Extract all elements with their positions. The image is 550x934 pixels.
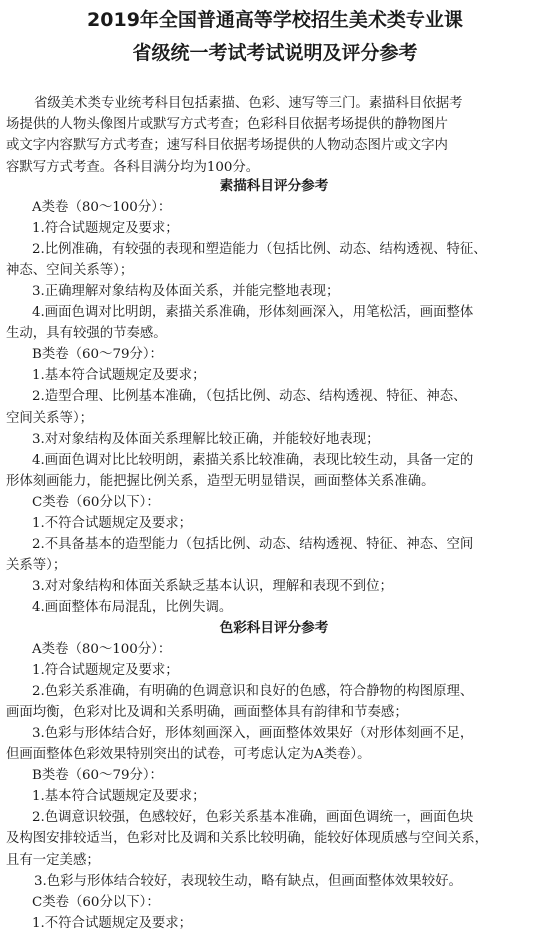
document-title-line-2: 省级统一考试考试说明及评分参考	[132, 42, 418, 64]
criterion-item: 1.基本符合试题规定及要求；	[32, 789, 206, 805]
criterion-continuation: 但画面整体色彩效果特别突出的试卷，可考虑认定为A类卷）。	[6, 747, 371, 763]
grade-label: C类卷（60分以下）：	[32, 494, 160, 510]
criterion-item: 3.色彩与形体结合较好，表现较生动，略有缺点，但画面整体效果较好。	[34, 873, 462, 889]
grade-label: A类卷（80～100分）：	[32, 642, 172, 658]
criterion-item: 4.画面整体布局混乱，比例失调。	[32, 599, 233, 615]
grade-label: B类卷（60～79分）：	[32, 347, 163, 363]
criterion-continuation: 神态、空间关系等）；	[6, 263, 134, 279]
grade-label: B类卷（60～79分）：	[32, 768, 163, 784]
section-heading: 色彩科目评分参考	[219, 619, 329, 636]
intro-line: 省级美术类专业统考科目包括素描、色彩、速写等三门。素描科目依据考	[34, 96, 463, 111]
intro-line: 容默写方式考查。各科目满分均为100分。	[6, 159, 260, 175]
criterion-item: 1.不符合试题规定及要求；	[32, 515, 193, 531]
criterion-item: 2.色彩关系准确，有明确的色调意识和良好的色感，符合静物的构图原理、	[32, 684, 474, 700]
criterion-item: 2.色调意识较强，色感较好，色彩关系基本准确，画面色调统一，画面色块	[32, 810, 474, 826]
criterion-item: 4.画面色调对比比较明朗，素描关系比较准确，表现比较生动，具备一定的	[32, 452, 474, 468]
grade-label: C类卷（60分以下）：	[32, 894, 160, 910]
scoring-content	[6, 176, 542, 934]
criterion-continuation: 生动，具有较强的节奏感。	[6, 326, 167, 342]
criterion-item: 3.对对象结构及体面关系理解比较正确，并能较好地表现；	[32, 431, 380, 447]
intro-line: 场提供的人物头像图片或默写方式考查；色彩科目依据考场提供的静物图片	[6, 117, 448, 133]
criterion-continuation: 关系等）；	[6, 557, 67, 573]
criterion-item: 4.画面色调对比明朗，素描关系准确，形体刻画深入，用笔松活，画面整体	[32, 305, 474, 321]
criterion-continuation: 空间关系等）；	[6, 410, 94, 426]
criterion-item: 3.对对象结构和体面关系缺乏基本认识，理解和表现不到位；	[32, 578, 393, 594]
intro-paragraph	[6, 93, 542, 178]
criterion-item: 3.正确理解对象结构及体面关系，并能完整地表现；	[32, 284, 340, 300]
criterion-continuation: 且有一定美感；	[6, 852, 100, 868]
section-heading: 素描科目评分参考	[219, 178, 329, 194]
criterion-item: 1.基本符合试题规定及要求；	[32, 368, 206, 384]
criterion-continuation: 画面均衡，色彩对比及调和关系明确，画面整体具有韵律和节奏感；	[6, 705, 408, 721]
intro-line: 或文字内容默写方式考查；速写科目依据考场提供的人物动态图片或文字内	[6, 138, 448, 154]
criterion-item: 1.符合试题规定及要求；	[32, 221, 179, 237]
criterion-item: 2.造型合理、比例基本准确，（包括比例、动态、结构透视、特征、神态、	[32, 389, 467, 405]
criterion-continuation: 及构图安排较适当，色彩对比及调和关系比较明确，能较好体现质感与空间关系，	[6, 831, 489, 847]
criterion-continuation: 形体刻画能力，能把握比例关系，造型无明显错误，画面整体关系准确。	[6, 473, 435, 489]
criterion-item: 2.不具备基本的造型能力（包括比例、动态、结构透视、特征、神态、空间	[32, 536, 474, 552]
criterion-item: 3.色彩与形体结合好，形体刻画深入，画面整体效果好（对形体刻画不足，	[32, 726, 474, 742]
criterion-item: 2.比例准确，有较强的表现和塑造能力（包括比例、动态、结构透视、特征、	[32, 242, 487, 258]
criterion-item: 1.符合试题规定及要求；	[32, 663, 179, 679]
document-title-line-1: 2019年全国普通高等学校招生美术类专业课	[87, 9, 463, 31]
grade-label: A类卷（80～100分）：	[32, 200, 172, 216]
criterion-item: 1.不符合试题规定及要求；	[32, 915, 193, 931]
